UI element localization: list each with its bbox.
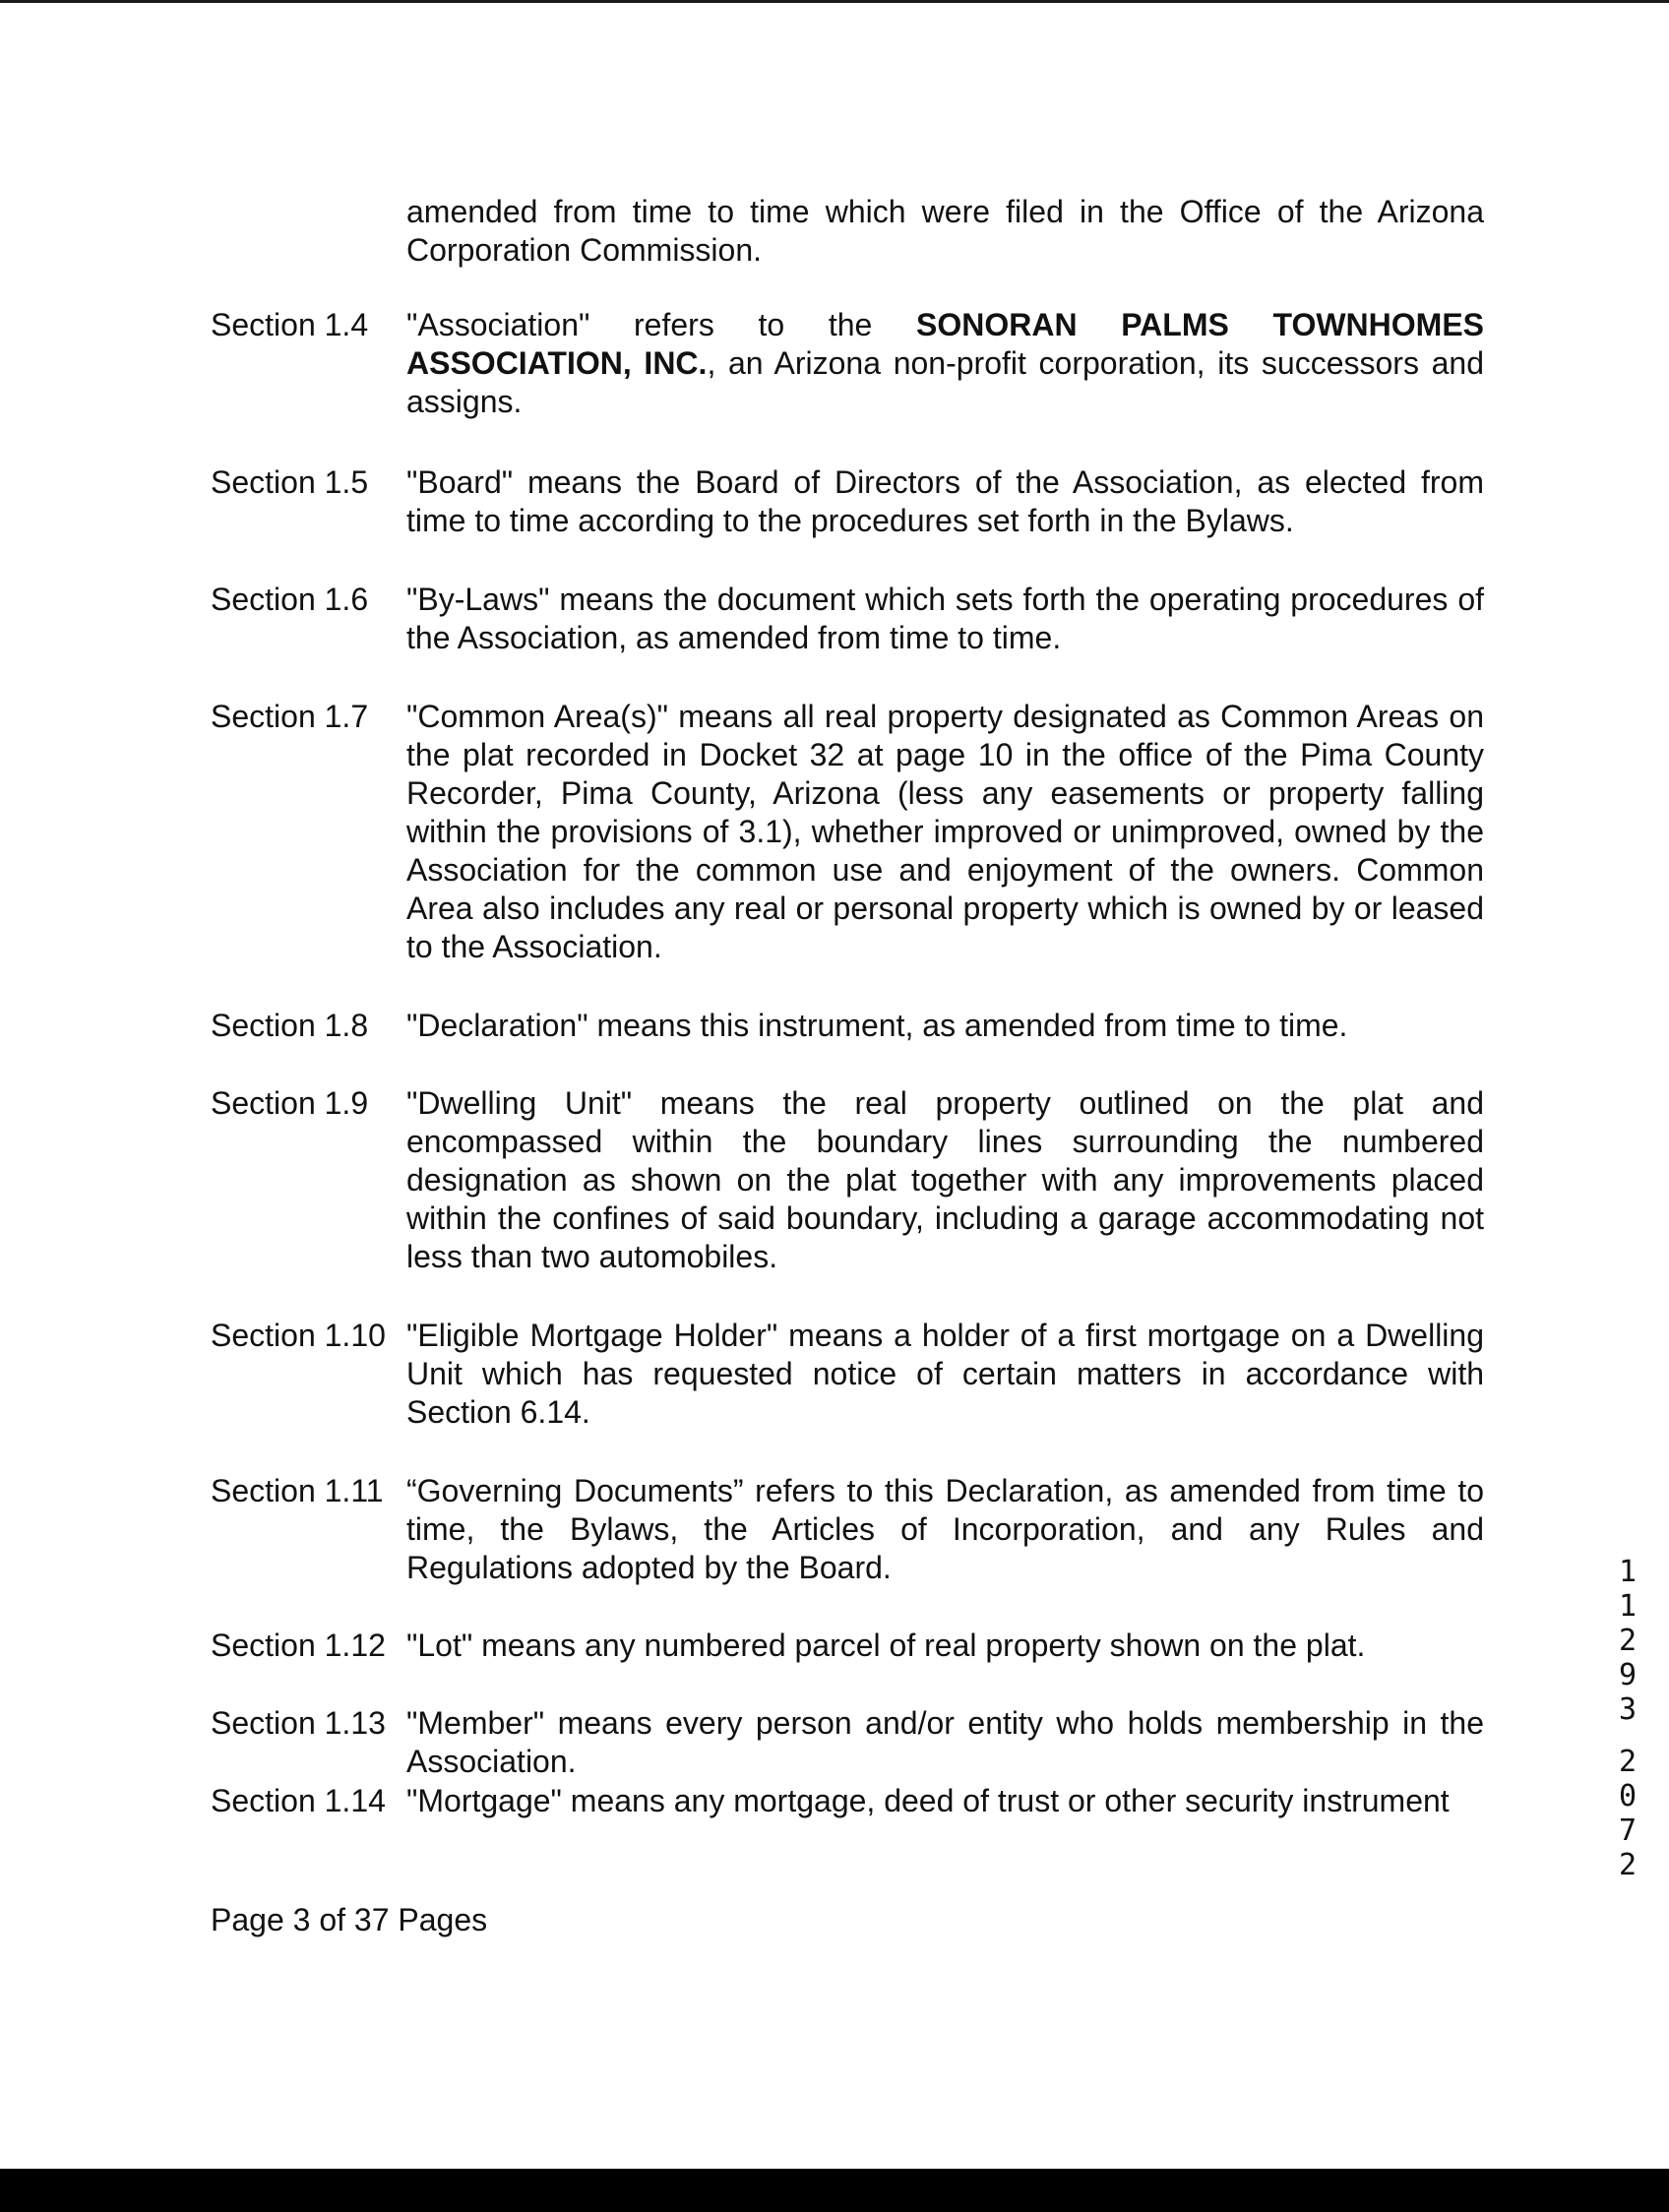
stamp-digit: 7 (1618, 1813, 1638, 1848)
stamp-gap (1616, 1727, 1639, 1745)
section-label: Section 1.10 (211, 1318, 386, 1353)
scan-bottom-band (0, 2169, 1669, 2212)
section-label: Section 1.11 (211, 1473, 384, 1508)
section-label: Section 1.13 (211, 1705, 386, 1741)
section-text-after: , an Arizona non-profit corporation, its successors and assigns. (406, 345, 1485, 419)
stamp-digit: 1 (1618, 1555, 1638, 1589)
section-body: "Dwelling Unit" means the real property outlined on the plat and encompassed within the boundary lines surrounding the numbered designation as shown on the plat together with any improvements placed within the confines of said boundary, including a garage accommodating not less than two automobiles. (406, 1085, 1484, 1274)
section-1-9 (211, 1084, 1484, 1276)
stamp-digit: 3 (1618, 1692, 1638, 1727)
section-label: Section 1.14 (211, 1783, 386, 1818)
section-1-13 (211, 1704, 1484, 1781)
section-body: "Common Area(s)" means all real property designated as Common Areas on the plat recorded in Docket 32 at page 10 in the office of the Pima County Recorder, Pima County, Arizona (less any easements or property falling within the provisions of 3.1), whether improved or unimproved, owned by the Association for the common use and enjoyment of the owners. Common Area also includes any real or personal property which is owned by or leased to the Association. (406, 699, 1484, 964)
stamp-digit: 2 (1618, 1848, 1638, 1882)
section-1-8 (211, 1007, 1484, 1045)
section-label: Section 1.7 (211, 699, 369, 734)
section-1-5 (211, 463, 1484, 540)
section-body: "Declaration" means this instrument, as amended from time to time. (406, 1008, 1348, 1043)
section-1-4 (211, 306, 1484, 421)
page-number-footer: Page 3 of 37 Pages (211, 1902, 488, 1937)
section-text-before: "Association" refers to the (406, 307, 916, 342)
section-1-14 (211, 1782, 1484, 1820)
section-label: Section 1.6 (211, 582, 369, 617)
section-1-7 (211, 698, 1484, 966)
stamp-digit: 9 (1618, 1658, 1638, 1692)
section-1-11 (211, 1472, 1484, 1587)
recording-number-stamp (1616, 1555, 1639, 1882)
section-1-12 (211, 1627, 1484, 1665)
section-label: Section 1.4 (211, 307, 369, 342)
section-label: Section 1.8 (211, 1008, 369, 1043)
stamp-digit: 0 (1618, 1779, 1638, 1813)
stamp-digit: 1 (1618, 1589, 1638, 1624)
section-body: "Mortgage" means any mortgage, deed of trust or other security instrument (406, 1783, 1450, 1818)
section-body: "Lot" means any numbered parcel of real property shown on the plat. (406, 1628, 1366, 1663)
intro-paragraph: amended from time to time which were filed in the Office of the Arizona Corporation Commission. (406, 194, 1484, 268)
association-name: SONORAN PALMS TOWNHOMES ASSOCIATION, INC. (406, 307, 1485, 381)
stamp-digit: 2 (1618, 1624, 1638, 1658)
section-1-6 (211, 581, 1484, 657)
section-body: "Eligible Mortgage Holder" means a holder of a first mortgage on a Dwelling Unit which has requested notice of certain matters in accordance with Section 6.14. (406, 1318, 1484, 1430)
section-label: Section 1.12 (211, 1628, 386, 1663)
section-label: Section 1.5 (211, 464, 369, 500)
section-label: Section 1.9 (211, 1085, 369, 1121)
section-body: “Governing Documents” refers to this Declaration, as amended from time to time, the Bylaws, the Articles of Incorporation, and any Rules and Regulations adopted by the Board. (406, 1473, 1484, 1585)
section-1-10 (211, 1317, 1484, 1432)
section-body: "Board" means the Board of Directors of the Association, as elected from time to time according to the procedures set forth in the Bylaws. (406, 464, 1484, 538)
stamp-digit: 2 (1618, 1745, 1638, 1779)
section-body: "Member" means every person and/or entity who holds membership in the Association. (406, 1705, 1484, 1779)
section-body: "By-Laws" means the document which sets forth the operating procedures of the Association, as amended from time to time. (406, 582, 1484, 655)
section-body (406, 306, 1484, 421)
